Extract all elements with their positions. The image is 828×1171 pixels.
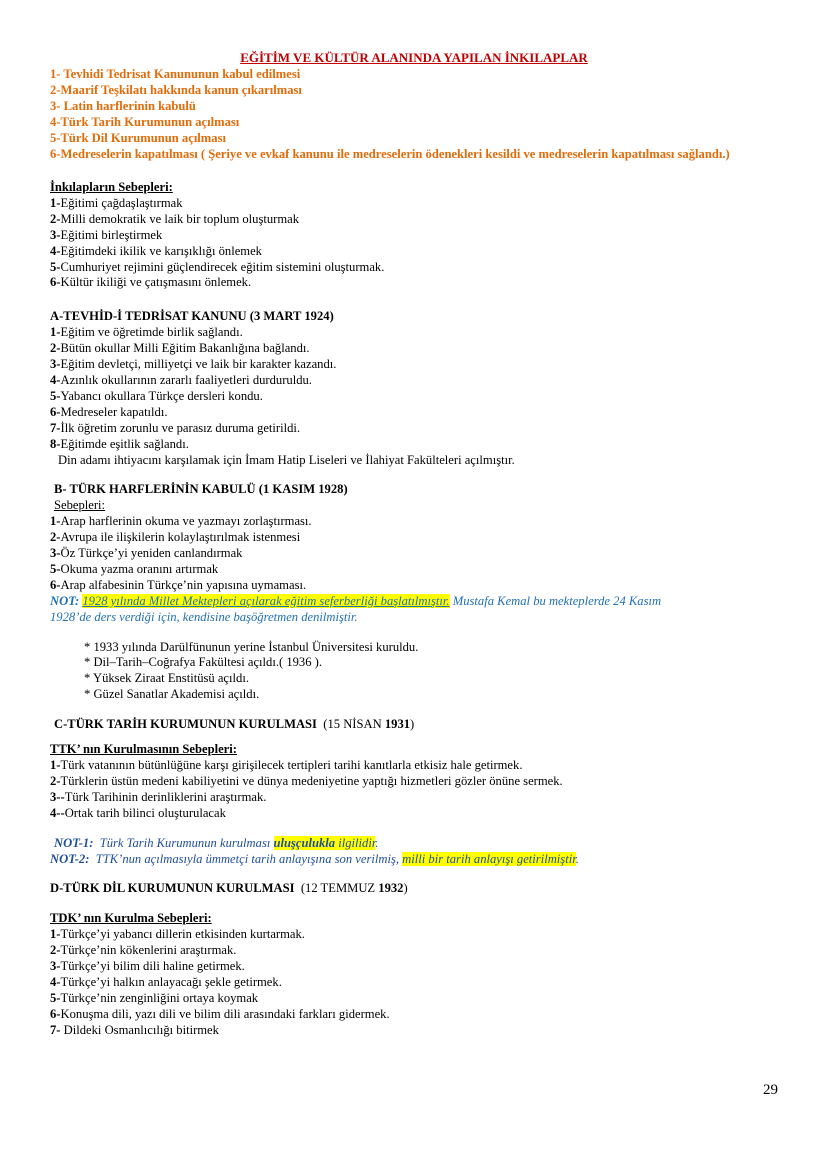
highlighted-note: 1928 yılında Millet Mektepleri açılarak eğitim seferberliği başlatılmıştır. [82, 593, 450, 608]
list-item: 2-Bütün okullar Milli Eğitim Bakanlığına bağlandı. [50, 341, 310, 356]
section-heading: A-TEVHİD-İ TEDRİSAT KANUNU (3 MART 1924) [50, 309, 334, 324]
section-subheading: TTK’ nın Kurulmasının Sebepleri: [50, 742, 237, 757]
highlighted-term: uluşçulukla [273, 835, 336, 850]
list-item: 5-Cumhuriyet rejimini güçlendirecek eğitim sistemini oluşturmak. [50, 259, 385, 274]
page-title: EĞİTİM VE KÜLTÜR ALANINDA YAPILAN İNKILAPLAR [240, 50, 588, 65]
note-block [50, 594, 778, 626]
section-b [50, 482, 778, 703]
reform-item: 6-Medreselerin kapatılması ( Şeriye ve evkaf kanunu ile medreselerin ödenekleri kesildi ve medreselerin kapatılması sağlandı.) [50, 147, 730, 161]
bullet-list [50, 640, 778, 704]
list-item: 3--Türk Tarihinin derinliklerini araştırmak. [50, 789, 267, 804]
reform-list [50, 66, 778, 162]
list-item: 2-Türkçe’nin kökenlerini araştırmak. [50, 943, 237, 958]
list-item: 5-Yabancı okullara Türkçe dersleri kondu. [50, 388, 263, 403]
section-heading: B- TÜRK HARFLERİNİN KABULÜ (1 KASIM 1928) [54, 482, 348, 497]
note-text: Mustafa Kemal bu mekteplerde 24 Kasım [449, 593, 662, 608]
note-label: NOT: [50, 593, 80, 608]
list-item: 7-İlk öğretim zorunlu ve parasız duruma getirildi. [50, 420, 301, 435]
bullet-item: * Güzel Sanatlar Akademisi açıldı. [84, 687, 260, 702]
bullet-item: * Dil–Tarih–Coğrafya Fakültesi açıldı.( 1936 ). [84, 655, 322, 670]
list-item: 2-Türklerin üstün medeni kabiliyetini ve dünya medeniyetine yaptığı hizmetleri gözler önüne sermek. [50, 773, 563, 788]
extra-note: Din adamı ihtiyacını karşılamak için İmam Hatip Liseleri ve İlahiyat Fakülteleri açılmıştır. [58, 452, 515, 467]
list-item: 3-Eğitim devletçi, milliyetçi ve laik bir karakter kazandı. [50, 357, 337, 372]
list-item: 4-Eğitimdeki ikilik ve karışıklığı önlemek [50, 243, 262, 258]
list-item: 6-Konuşma dili, yazı dili ve bilim dili arasındaki farkları gidermek. [50, 1006, 390, 1021]
list-item: 4-Azınlık okullarının zararlı faaliyetleri durduruldu. [50, 372, 312, 387]
reform-item: 4-Türk Tarih Kurumunun açılması [50, 115, 240, 129]
list-item: 6-Kültür ikiliği ve çatışmasını önlemek. [50, 275, 252, 290]
bullet-item: * 1933 yılında Darülfünunun yerine İstanbul Üniversitesi kuruldu. [84, 639, 419, 654]
list-item: 3-Türkçe’yi bilim dili haline getirmek. [50, 959, 245, 974]
section-a [50, 309, 778, 468]
list-item: 2-Milli demokratik ve laik bir toplum oluşturmak [50, 211, 300, 226]
reasons-section [50, 180, 778, 291]
section-subheading: TDK’ nın Kurulma Sebepleri: [50, 911, 212, 926]
reform-item: 2-Maarif Teşkilatı hakkında kanun çıkarılması [50, 83, 302, 97]
section-c [50, 717, 778, 867]
section-subheading: Sebepleri: [54, 498, 106, 513]
section-subheading: İnkılapların Sebepleri: [50, 180, 173, 194]
list-item: 5-Türkçe’nin zenginliğini ortaya koymak [50, 990, 259, 1005]
list-item: 6-Medreseler kapatıldı. [50, 404, 168, 419]
note-text: 1928’de ders verdiği için, kendisine başöğretmen denilmiştir. [50, 609, 358, 624]
note-1: NOT-1: Türk Tarih Kurumunun kurulması uluşçulukla ilgilidir. [54, 835, 379, 850]
reform-item: 3- Latin harflerinin kabulü [50, 99, 196, 113]
list-item: 4--Ortak tarih bilinci oluşturulacak [50, 805, 226, 820]
list-item: 1-Eğitim ve öğretimde birlik sağlandı. [50, 325, 243, 340]
list-item: 4-Türkçe’yi halkın anlayacağı şekle getirmek. [50, 974, 282, 989]
reform-item: 5-Türk Dil Kurumunun açılması [50, 131, 226, 145]
list-item: 8-Eğitimde eşitlik sağlandı. [50, 436, 189, 451]
list-item: 1-Eğitimi çağdaşlaştırmak [50, 195, 183, 210]
list-item: 7- Dildeki Osmanlıcılığı bitirmek [50, 1022, 219, 1037]
section-d [50, 881, 778, 1038]
list-item: 5-Okuma yazma oranını artırmak [50, 561, 219, 576]
list-item: 1-Arap harflerinin okuma ve yazmayı zorlaştırması. [50, 514, 312, 529]
document-page [50, 50, 778, 1039]
reform-item: 1- Tevhidi Tedrisat Kanununun kabul edilmesi [50, 67, 301, 81]
note-2: NOT-2: TTK’nun açılmasıyla ümmetçi tarih anlayışına son verilmiş, milli bir tarih anlayışı getirilmiştir. [50, 851, 579, 866]
list-item: 1-Türk vatanının bütünlüğüne karşı girişilecek tertipleri tarihi kanıtlarla etkisiz hale getirmek. [50, 758, 523, 772]
section-heading: D-TÜRK DİL KURUMUNUN KURULMASI (12 TEMMUZ 1932) [50, 881, 408, 896]
highlighted-phrase: milli bir tarih anlayışı getirilmiştir [402, 851, 576, 866]
section-heading: C-TÜRK TARİH KURUMUNUN KURULMASI (15 NİSAN 1931) [54, 717, 415, 732]
page-number: 29 [763, 1082, 778, 1098]
bullet-item: * Yüksek Ziraat Enstitüsü açıldı. [84, 671, 249, 686]
list-item: 3-Öz Türkçe’yi yeniden canlandırmak [50, 546, 243, 561]
list-item: 2-Avrupa ile ilişkilerin kolaylaştırılmak istenmesi [50, 530, 301, 545]
list-item: 6-Arap alfabesinin Türkçe’nin yapısına uymaması. [50, 577, 307, 592]
list-item: 3-Eğitimi birleştirmek [50, 227, 163, 242]
list-item: 1-Türkçe’yi yabancı dillerin etkisinden kurtarmak. [50, 927, 305, 942]
